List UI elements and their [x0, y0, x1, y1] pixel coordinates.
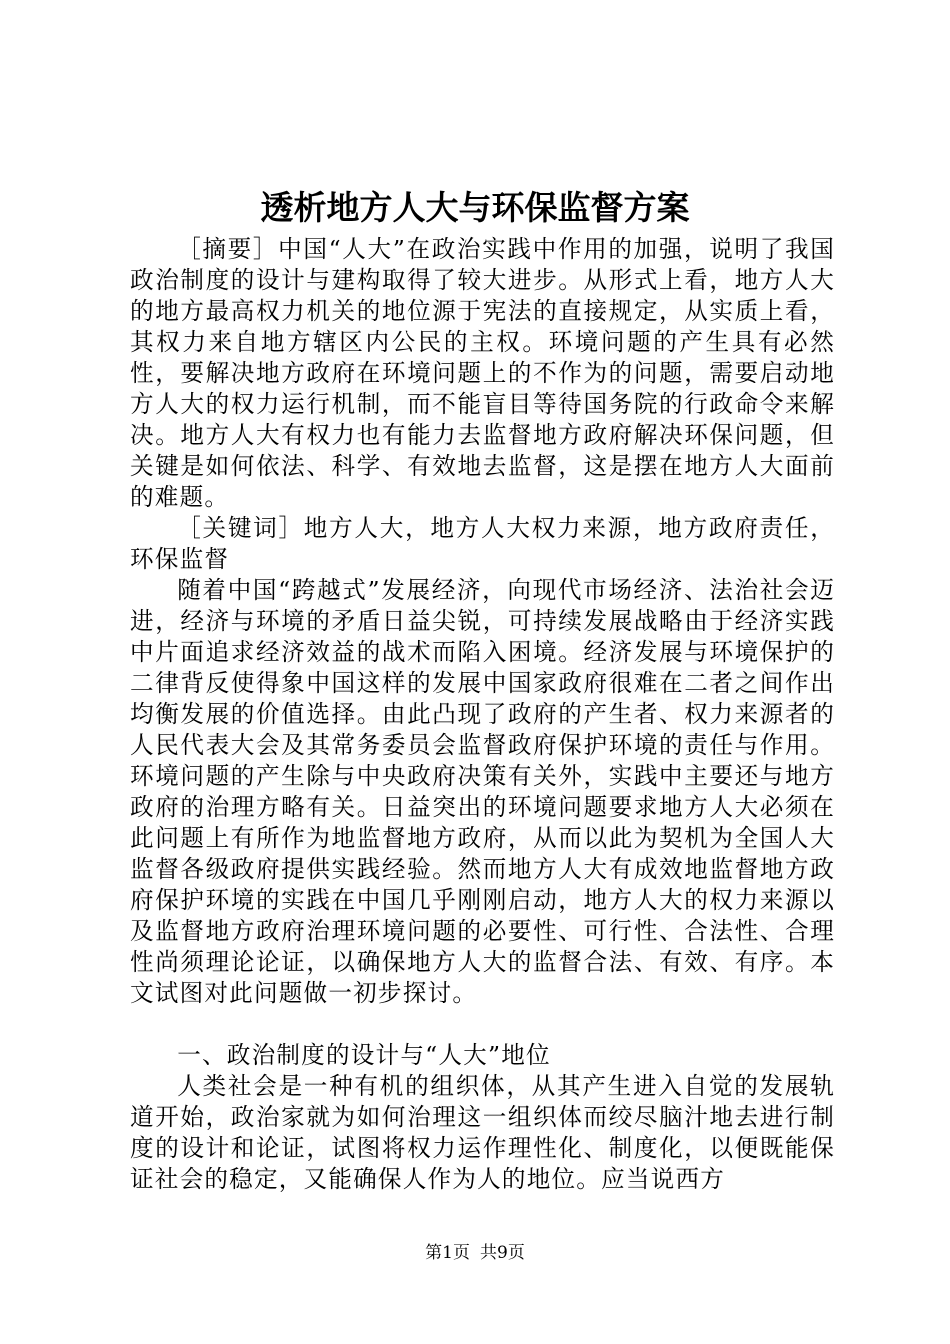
- page-footer: [0, 1241, 950, 1265]
- document-title: 透析地方人大与环保监督方案: [260, 188, 690, 227]
- page-total: 共9页: [480, 1243, 525, 1263]
- section-heading: 一、政治制度的设计与“人大”地位: [177, 1041, 551, 1069]
- section-body-paragraph: 人类社会是一种有机的组织体，从其产生进入自觉的发展轨道开始，政治家就为如何治理这一组织体而绞尽脑汁地去进行制度的设计和论证，试图将权力运作理性化、制度化，以便既能保证社会的稳定，又能确保人作为人的地位。应当说西方: [130, 1072, 835, 1193]
- abstract-paragraph: ［摘要］中国“人大”在政治实践中作用的加强，说明了我国政治制度的设计与建构取得了较大进步。从形式上看，地方人大的地方最高权力机关的地位源于宪法的直接规定，从实质上看，其权力来自地方辖区内公民的主权。环境问题的产生具有必然性，要解决地方政府在环境问题上的不作为的问题，需要启动地方人大的权力运行机制，而不能盲目等待国务院的行政命令来解决。地方人大有权力也有能力去监督地方政府解决环保问题，但关键是如何依法、科学、有效地去监督，这是摆在地方人大面前的难题。: [130, 235, 835, 511]
- keywords-paragraph: ［关键词］地方人大，地方人大权力来源，地方政府责任，环保监督: [130, 514, 835, 573]
- page-number: 第1页: [425, 1243, 470, 1263]
- section-spacer: [130, 1009, 835, 1040]
- intro-paragraph: 随着中国“跨越式”发展经济，向现代市场经济、法治社会迈进，经济与环境的矛盾日益尖锐，可持续发展战略由于经济实践中片面追求经济效益的战术而陷入困境。经济发展与环境保护的二律背反使得象中国这样的发展中国家政府很难在二者之间作出均衡发展的价值选择。由此凸现了政府的产生者、权力来源者的人民代表大会及其常务委员会监督政府保护环境的责任与作用。环境问题的产生除与中央政府决策有关外，实践中主要还与地方政府的治理方略有关。日益突出的环境问题要求地方人大必须在此问题上有所作为地监督地方政府，从而以此为契机为全国人大监督各级政府提供实践经验。然而地方人大有成效地监督地方政府保护环境的实践在中国几乎刚刚启动，地方人大的权力来源以及监督地方政府治理环境问题的必要性、可行性、合法性、合理性尚须理论论证，以确保地方人大的监督合法、有效、有序。本文试图对此问题做一初步探讨。: [130, 576, 835, 1007]
- document-body: [130, 234, 835, 1195]
